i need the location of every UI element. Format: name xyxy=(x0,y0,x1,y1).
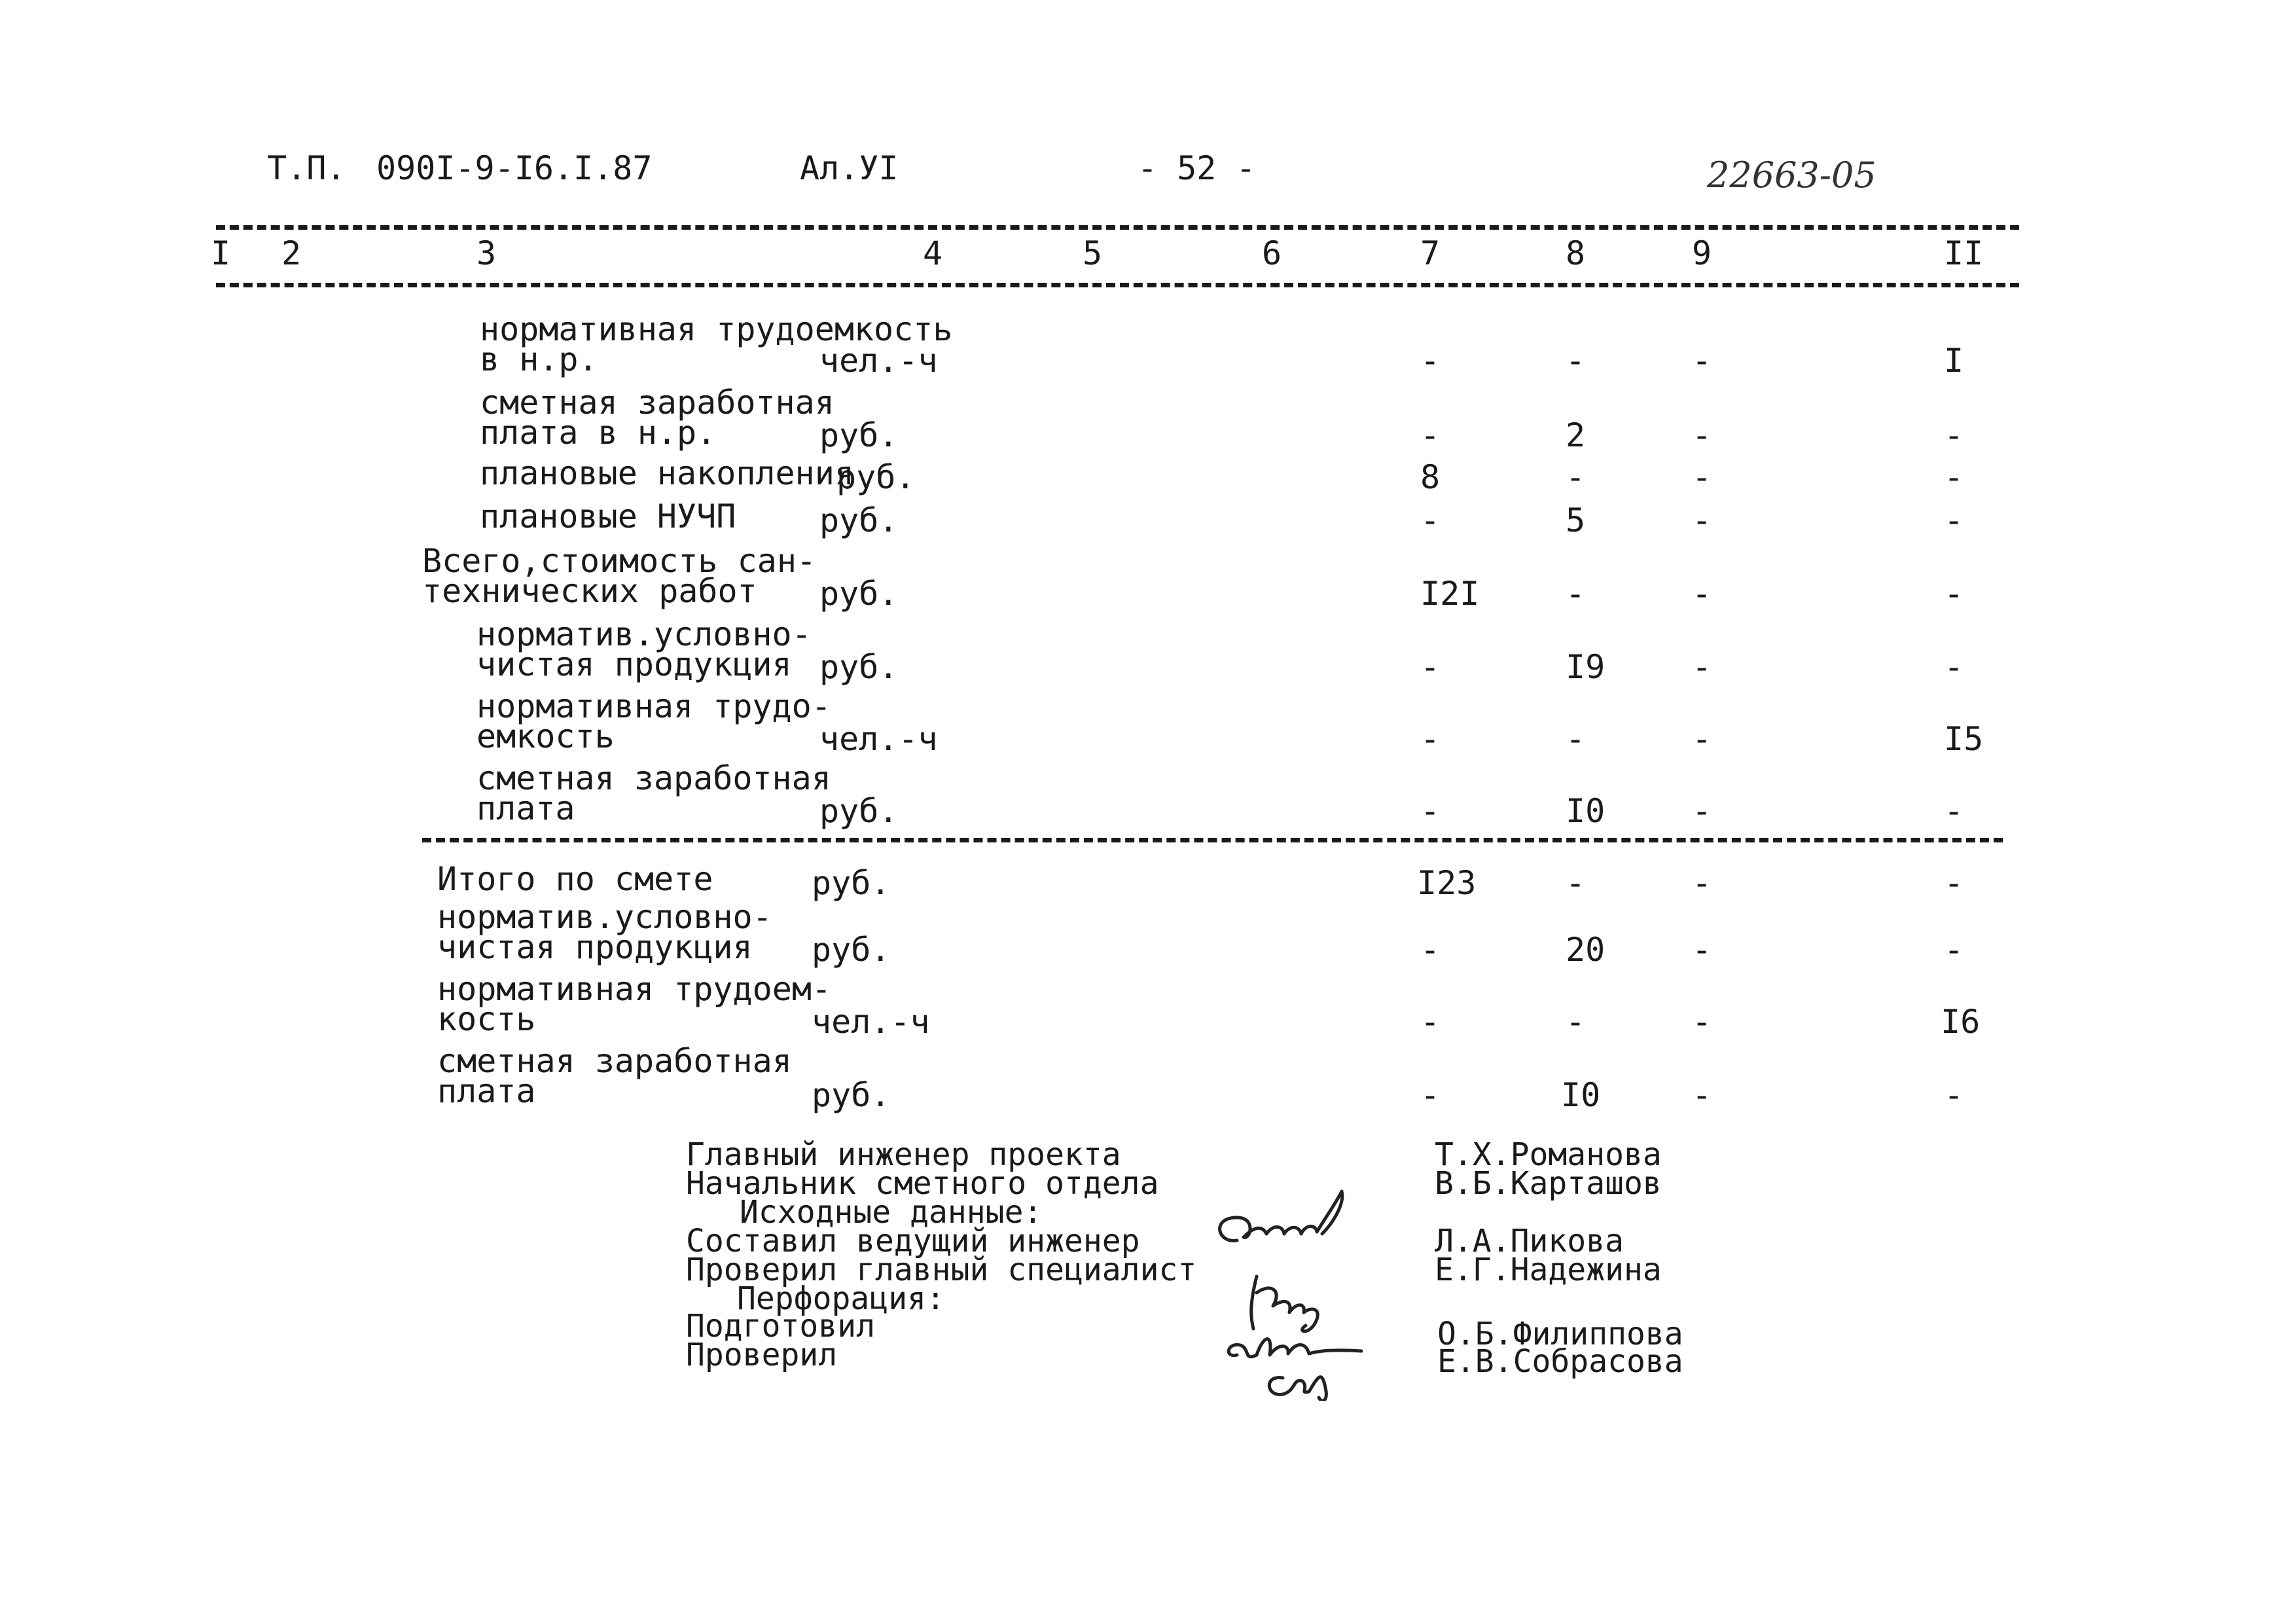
row-label-cont: плата в н.р. xyxy=(480,414,717,452)
row-col8: I0 xyxy=(1561,1076,1601,1114)
perforation-heading: Перфорация: xyxy=(737,1280,945,1317)
col-7: 7 xyxy=(1420,234,1441,272)
row-col9: - xyxy=(1692,1076,1712,1114)
header-bottom-rule xyxy=(216,283,2019,287)
row-label-cont: в н.р. xyxy=(480,340,598,378)
prepared-name: О.Б.Филиппова xyxy=(1437,1316,1683,1352)
row-col7: 8 xyxy=(1420,458,1441,496)
row-col11: I5 xyxy=(1944,720,1984,758)
row-col9: - xyxy=(1692,575,1712,613)
col-6: 6 xyxy=(1262,234,1282,272)
row-label: плановые НУЧП xyxy=(480,497,736,535)
row-col7: - xyxy=(1420,648,1441,686)
compiled-name: Л.А.Пикова xyxy=(1435,1223,1624,1259)
row-col11: - xyxy=(1944,864,1964,902)
row-col9: - xyxy=(1692,458,1712,496)
compiled-role: Составил ведущий инженер xyxy=(686,1223,1140,1259)
signature-pikova xyxy=(1220,1191,1342,1240)
row-label: Всего,стоимость сан- xyxy=(422,542,817,580)
row-col11: - xyxy=(1944,458,1964,496)
row-col9: - xyxy=(1692,1003,1712,1041)
row-label: сметная заработная xyxy=(437,1042,792,1080)
row-label-cont: технических работ xyxy=(422,572,757,610)
perf-checked-name: Е.В.Собрасова xyxy=(1437,1343,1683,1380)
row-unit: руб. xyxy=(819,416,899,454)
row-col7: - xyxy=(1420,416,1441,454)
album-number: Ал.УI xyxy=(800,149,899,187)
row-col7: I23 xyxy=(1417,864,1477,902)
row-col9: - xyxy=(1692,931,1712,969)
row-col11: - xyxy=(1944,575,1964,613)
row-col9: - xyxy=(1692,416,1712,454)
row-col9: - xyxy=(1692,648,1712,686)
series-label: Т.П. xyxy=(267,149,346,187)
row-label-cont: кость xyxy=(437,1000,536,1038)
row-col7: - xyxy=(1420,792,1441,830)
row-unit: чел.-ч xyxy=(819,720,938,758)
row-unit: руб. xyxy=(819,648,899,686)
row-label: норматив.условно- xyxy=(476,615,812,653)
col-2: 2 xyxy=(281,234,302,272)
row-col9: - xyxy=(1692,792,1712,830)
inventory-number: 22663-05 xyxy=(1707,154,1876,196)
row-col7: I2I xyxy=(1420,575,1480,613)
row-col11: - xyxy=(1944,501,1964,539)
row-label: нормативная трудоем- xyxy=(437,970,832,1008)
col-9: 9 xyxy=(1692,234,1712,272)
row-col7: - xyxy=(1420,931,1441,969)
col-11: II xyxy=(1944,234,1984,272)
row-col11: - xyxy=(1944,931,1964,969)
row-col9: - xyxy=(1692,342,1712,380)
row-label: Итого по смете xyxy=(437,860,713,898)
col-8: 8 xyxy=(1566,234,1586,272)
chief-engineer-name: Т.Х.Романова xyxy=(1435,1136,1662,1173)
chief-engineer-role: Главный инженер проекта xyxy=(686,1136,1121,1173)
col-1: I xyxy=(211,234,231,272)
row-col11: - xyxy=(1944,416,1964,454)
row-col8: I9 xyxy=(1566,648,1605,686)
row-label: сметная заработная xyxy=(480,384,834,422)
row-col8: I0 xyxy=(1566,792,1605,830)
row-col8: 20 xyxy=(1566,931,1605,969)
initial-data-heading: Исходные данные: xyxy=(740,1194,1043,1231)
row-col8: - xyxy=(1566,458,1586,496)
row-col8: - xyxy=(1566,864,1586,902)
row-col8: - xyxy=(1566,342,1586,380)
row-label-cont: чистая продукция xyxy=(437,928,753,966)
header-top-rule xyxy=(216,225,2019,230)
row-label-cont: плата xyxy=(437,1072,536,1110)
row-col11: - xyxy=(1944,648,1964,686)
row-label-cont: чистая продукция xyxy=(476,645,792,683)
signature-nadezhina xyxy=(1251,1276,1318,1331)
row-label: нормативная трудо- xyxy=(476,687,831,725)
row-label-cont: плата xyxy=(476,789,575,827)
row-label: сметная заработная xyxy=(476,759,831,797)
row-col8: 5 xyxy=(1566,501,1586,539)
row-col8: - xyxy=(1566,720,1586,758)
estimates-head-role: Начальник сметного отдела xyxy=(686,1165,1159,1202)
signature-filippova xyxy=(1229,1339,1361,1357)
row-label: нормативная трудоемкость xyxy=(480,310,953,348)
page-number: - 52 - xyxy=(1138,149,1256,187)
row-unit: чел.-ч xyxy=(812,1003,930,1041)
row-unit: руб. xyxy=(819,575,899,613)
perf-checked-role: Проверил xyxy=(686,1337,838,1373)
row-col7: - xyxy=(1420,1003,1441,1041)
prepared-role: Подготовил xyxy=(686,1308,875,1344)
project-code: 090I-9-I6.I.87 xyxy=(376,149,653,187)
col-5: 5 xyxy=(1083,234,1103,272)
row-col9: - xyxy=(1692,720,1712,758)
checked-name: Е.Г.Надежина xyxy=(1435,1252,1662,1288)
row-col11: - xyxy=(1944,1076,1964,1114)
row-col11: - xyxy=(1944,792,1964,830)
row-col7: - xyxy=(1420,342,1441,380)
row-col11: I xyxy=(1944,342,1964,380)
row-label-cont: емкость xyxy=(476,717,615,755)
row-col11: I6 xyxy=(1941,1003,1981,1041)
signature-sobrasova xyxy=(1269,1377,1326,1401)
row-unit: чел.-ч xyxy=(819,342,938,380)
row-unit: руб. xyxy=(812,864,891,902)
row-unit: руб. xyxy=(812,931,891,969)
col-3: 3 xyxy=(476,234,497,272)
row-unit: руб. xyxy=(836,458,916,496)
total-separator-rule xyxy=(422,838,2003,842)
row-unit: руб. xyxy=(819,792,899,830)
row-col7: - xyxy=(1420,501,1441,539)
col-4: 4 xyxy=(923,234,943,272)
row-col8: - xyxy=(1566,575,1586,613)
row-unit: руб. xyxy=(812,1076,891,1114)
handwritten-signatures xyxy=(1211,1178,1407,1401)
row-col8: - xyxy=(1566,1003,1586,1041)
row-col7: - xyxy=(1420,720,1441,758)
checked-role: Проверил главный специалист xyxy=(686,1252,1197,1288)
row-label: норматив.условно- xyxy=(437,898,772,936)
row-label: плановые накопления xyxy=(480,454,854,492)
estimates-head-name: В.Б.Карташов xyxy=(1435,1165,1662,1202)
row-col9: - xyxy=(1692,864,1712,902)
row-unit: руб. xyxy=(819,501,899,539)
row-col8: 2 xyxy=(1566,416,1586,454)
row-col9: - xyxy=(1692,501,1712,539)
row-col7: - xyxy=(1420,1076,1441,1114)
